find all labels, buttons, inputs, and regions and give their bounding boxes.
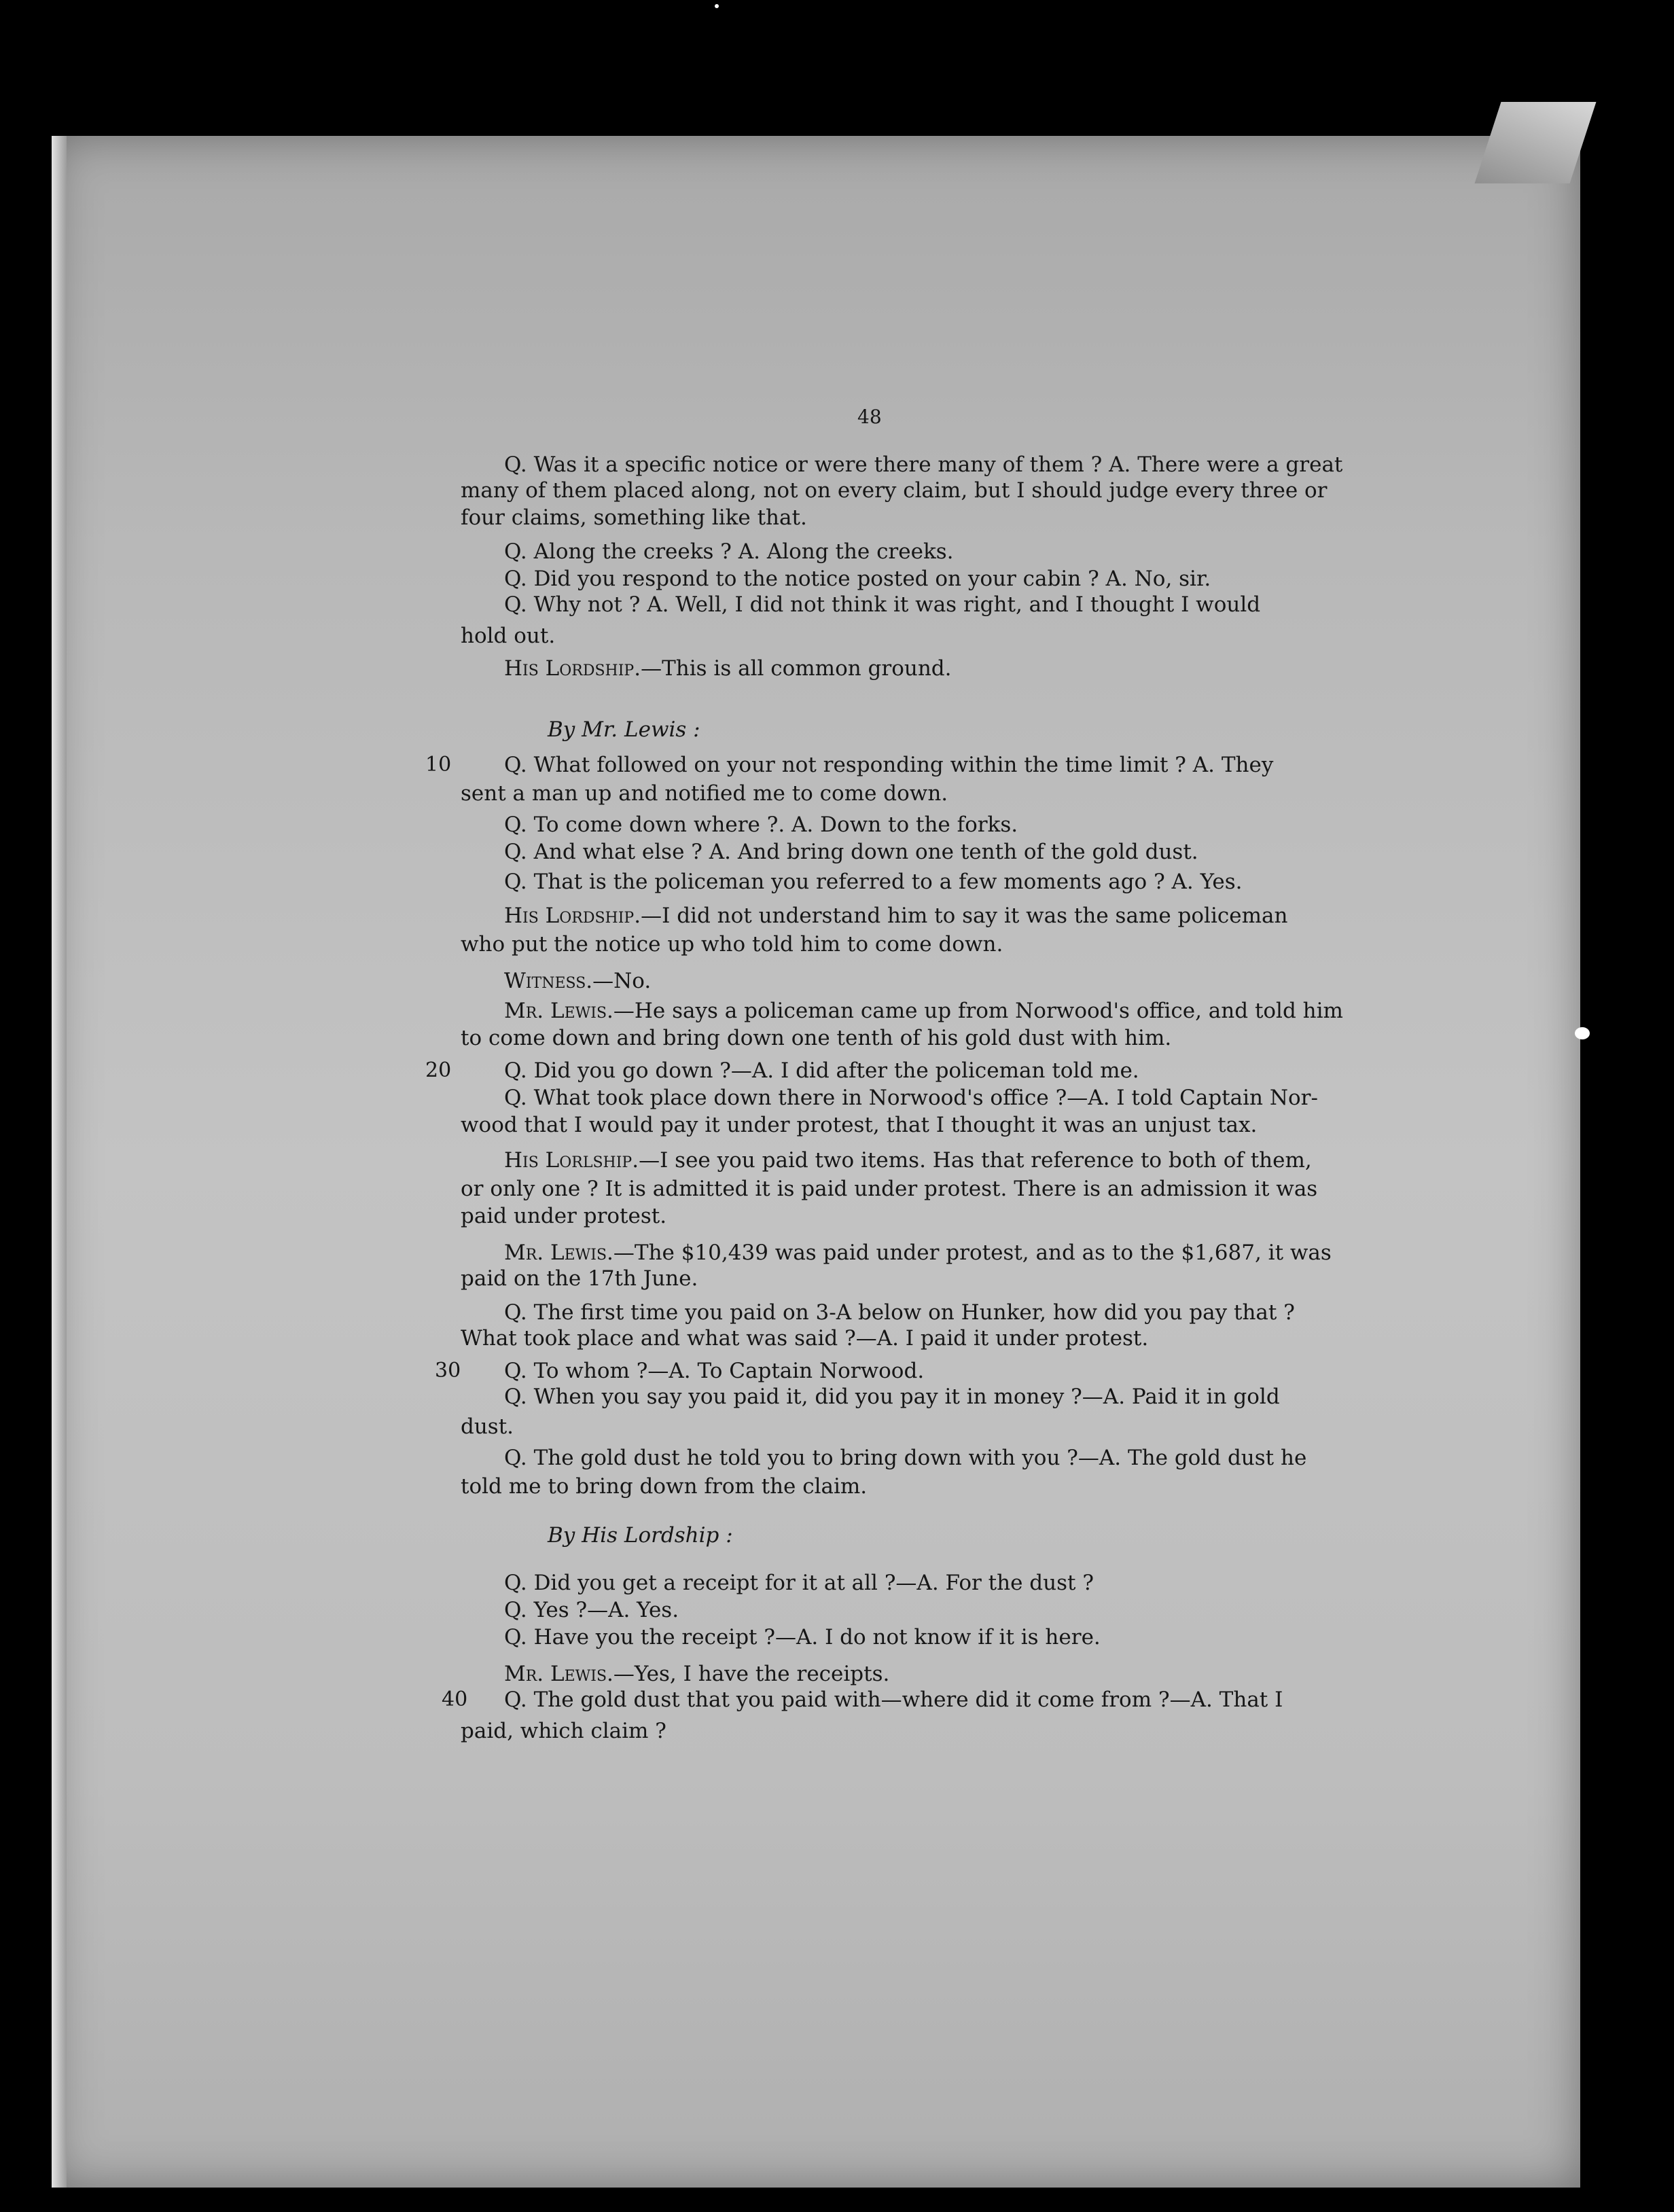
transcript-line <box>504 1444 1306 1471</box>
speaker-name: His Lorlship. <box>504 1148 639 1173</box>
line-text: told me to bring down from the claim. <box>461 1474 868 1499</box>
transcript-line <box>504 751 1273 779</box>
speaker-name: Witness. <box>504 969 593 993</box>
line-text: What took place and what was said ?—A. I paid it under protest. <box>461 1326 1149 1351</box>
transcript-line <box>461 477 1328 504</box>
line-text: Q. To whom ?—A. To Captain Norwood. <box>504 1359 925 1383</box>
speaker-line <box>504 1147 1312 1174</box>
transcript-line <box>504 538 954 565</box>
transcript-line <box>461 504 807 531</box>
line-text: paid on the 17th June. <box>461 1266 698 1291</box>
transcript-line <box>504 1057 1139 1084</box>
margin-line-number: 40 <box>442 1688 468 1711</box>
line-text: Q. That is the policeman you referred to a few moments ago ? A. Yes. <box>504 870 1243 894</box>
transcript-line <box>461 622 555 649</box>
page-number: 48 <box>857 406 882 428</box>
transcript-line <box>504 1686 1283 1713</box>
line-text: or only one ? It is admitted it is paid under protest. There is an admission it was <box>461 1177 1318 1201</box>
line-text: Q. Did you get a receipt for it at all ?—A. For the dust ? <box>504 1571 1094 1595</box>
transcript-line <box>461 1413 514 1440</box>
line-text: Q. The gold dust he told you to bring down with you ?—A. The gold dust he <box>504 1446 1307 1470</box>
transcript-line <box>461 1024 1171 1052</box>
line-text: Q. Was it a specific notice or were there many of them ? A. There were a great <box>504 452 1343 477</box>
transcript-line <box>461 1265 698 1292</box>
line-text: dust. <box>461 1414 514 1439</box>
line-text: —Yes, I have the receipts. <box>613 1662 890 1686</box>
speaker-name: Mr. Lewis. <box>504 1241 613 1265</box>
line-text: Q. What took place down there in Norwood's office ?—A. I told Captain Nor- <box>504 1086 1318 1110</box>
transcript-line <box>461 931 1003 958</box>
line-text: —This is all common ground. <box>641 656 952 681</box>
transcript-line <box>461 1325 1148 1352</box>
transcript-line <box>461 1202 666 1230</box>
line-text: Q. Yes ?—A. Yes. <box>504 1598 679 1622</box>
line-text: —The $10,439 was paid under protest, and as to the $1,687, it was <box>613 1241 1332 1265</box>
line-text: hold out. <box>461 624 556 648</box>
margin-line-number: 10 <box>425 753 452 777</box>
speaker-line <box>504 1239 1332 1266</box>
transcript-line <box>461 780 948 807</box>
line-text: Q. The gold dust that you paid with—where did it come from ?—A. That I <box>504 1688 1283 1712</box>
speaker-name: His Lordship. <box>504 904 641 928</box>
speaker-line <box>504 655 952 682</box>
line-text: to come down and bring down one tenth of his gold dust with him. <box>461 1026 1172 1050</box>
line-text: Q. What followed on your not responding within the time limit ? A. They <box>504 753 1274 777</box>
line-text: wood that I would pay it under protest, that I thought it was an unjust tax. <box>461 1113 1258 1137</box>
transcript-line <box>461 1111 1257 1139</box>
transcript-line <box>504 1624 1101 1651</box>
line-text: Q. Why not ? A. Well, I did not think it was right, and I thought I would <box>504 592 1261 617</box>
speaker-line <box>504 902 1287 929</box>
line-text: who put the notice up who told him to come down. <box>461 932 1003 957</box>
section-heading: By His Lordship : <box>548 1523 733 1548</box>
line-text: paid under protest. <box>461 1204 667 1228</box>
transcript-line <box>461 1175 1317 1202</box>
transcript-line <box>504 565 1211 592</box>
transcript-line <box>504 1383 1280 1410</box>
transcript-line <box>504 1084 1318 1111</box>
line-text: —He says a policeman came up from Norwood's office, and told him <box>613 999 1343 1023</box>
transcript-line <box>504 868 1243 895</box>
margin-line-number: 30 <box>435 1359 461 1382</box>
transcript-line <box>504 838 1198 866</box>
line-text: paid, which claim ? <box>461 1719 666 1743</box>
transcript-line <box>504 1299 1295 1326</box>
speaker-line <box>504 967 651 995</box>
speaker-name: Mr. Lewis. <box>504 1662 613 1686</box>
transcript-line <box>504 451 1342 478</box>
section-heading: By Mr. Lewis : <box>548 717 700 742</box>
line-text: Q. Did you respond to the notice posted on your cabin ? A. No, sir. <box>504 567 1211 591</box>
transcript-line <box>504 591 1260 618</box>
line-text: —I did not understand him to say it was the same policeman <box>641 904 1288 928</box>
line-text: many of them placed along, not on every claim, but I should judge every three or <box>461 478 1328 503</box>
speaker-name: Mr. Lewis. <box>504 999 613 1023</box>
speaker-line <box>504 997 1343 1024</box>
speaker-line <box>504 1660 889 1688</box>
line-text: Q. And what else ? A. And bring down one tenth of the gold dust. <box>504 840 1198 864</box>
line-text: Q. Along the creeks ? A. Along the creeks. <box>504 539 954 564</box>
transcript-line <box>504 811 1018 838</box>
line-text: Q. To come down where ?. A. Down to the forks. <box>504 813 1018 837</box>
line-text: —No. <box>592 969 652 993</box>
margin-line-number: 20 <box>425 1058 452 1082</box>
speaker-name: His Lordship. <box>504 656 641 681</box>
line-text: four claims, something like that. <box>461 505 807 530</box>
line-text: —I see you paid two items. Has that reference to both of them, <box>639 1148 1312 1173</box>
line-text: sent a man up and notified me to come down. <box>461 781 948 806</box>
transcript-line <box>504 1357 924 1385</box>
transcript-line <box>504 1596 679 1624</box>
transcript-line <box>461 1717 666 1745</box>
line-text: Q. The first time you paid on 3-A below on Hunker, how did you pay that ? <box>504 1300 1295 1325</box>
line-text: Q. Did you go down ?—A. I did after the policeman told me. <box>504 1058 1139 1083</box>
transcript-line <box>504 1569 1094 1596</box>
line-text: Q. Have you the receipt ?—A. I do not know if it is here. <box>504 1625 1101 1649</box>
line-text: Q. When you say you paid it, did you pay it in money ?—A. Paid it in gold <box>504 1385 1280 1409</box>
transcript-line <box>461 1473 867 1500</box>
